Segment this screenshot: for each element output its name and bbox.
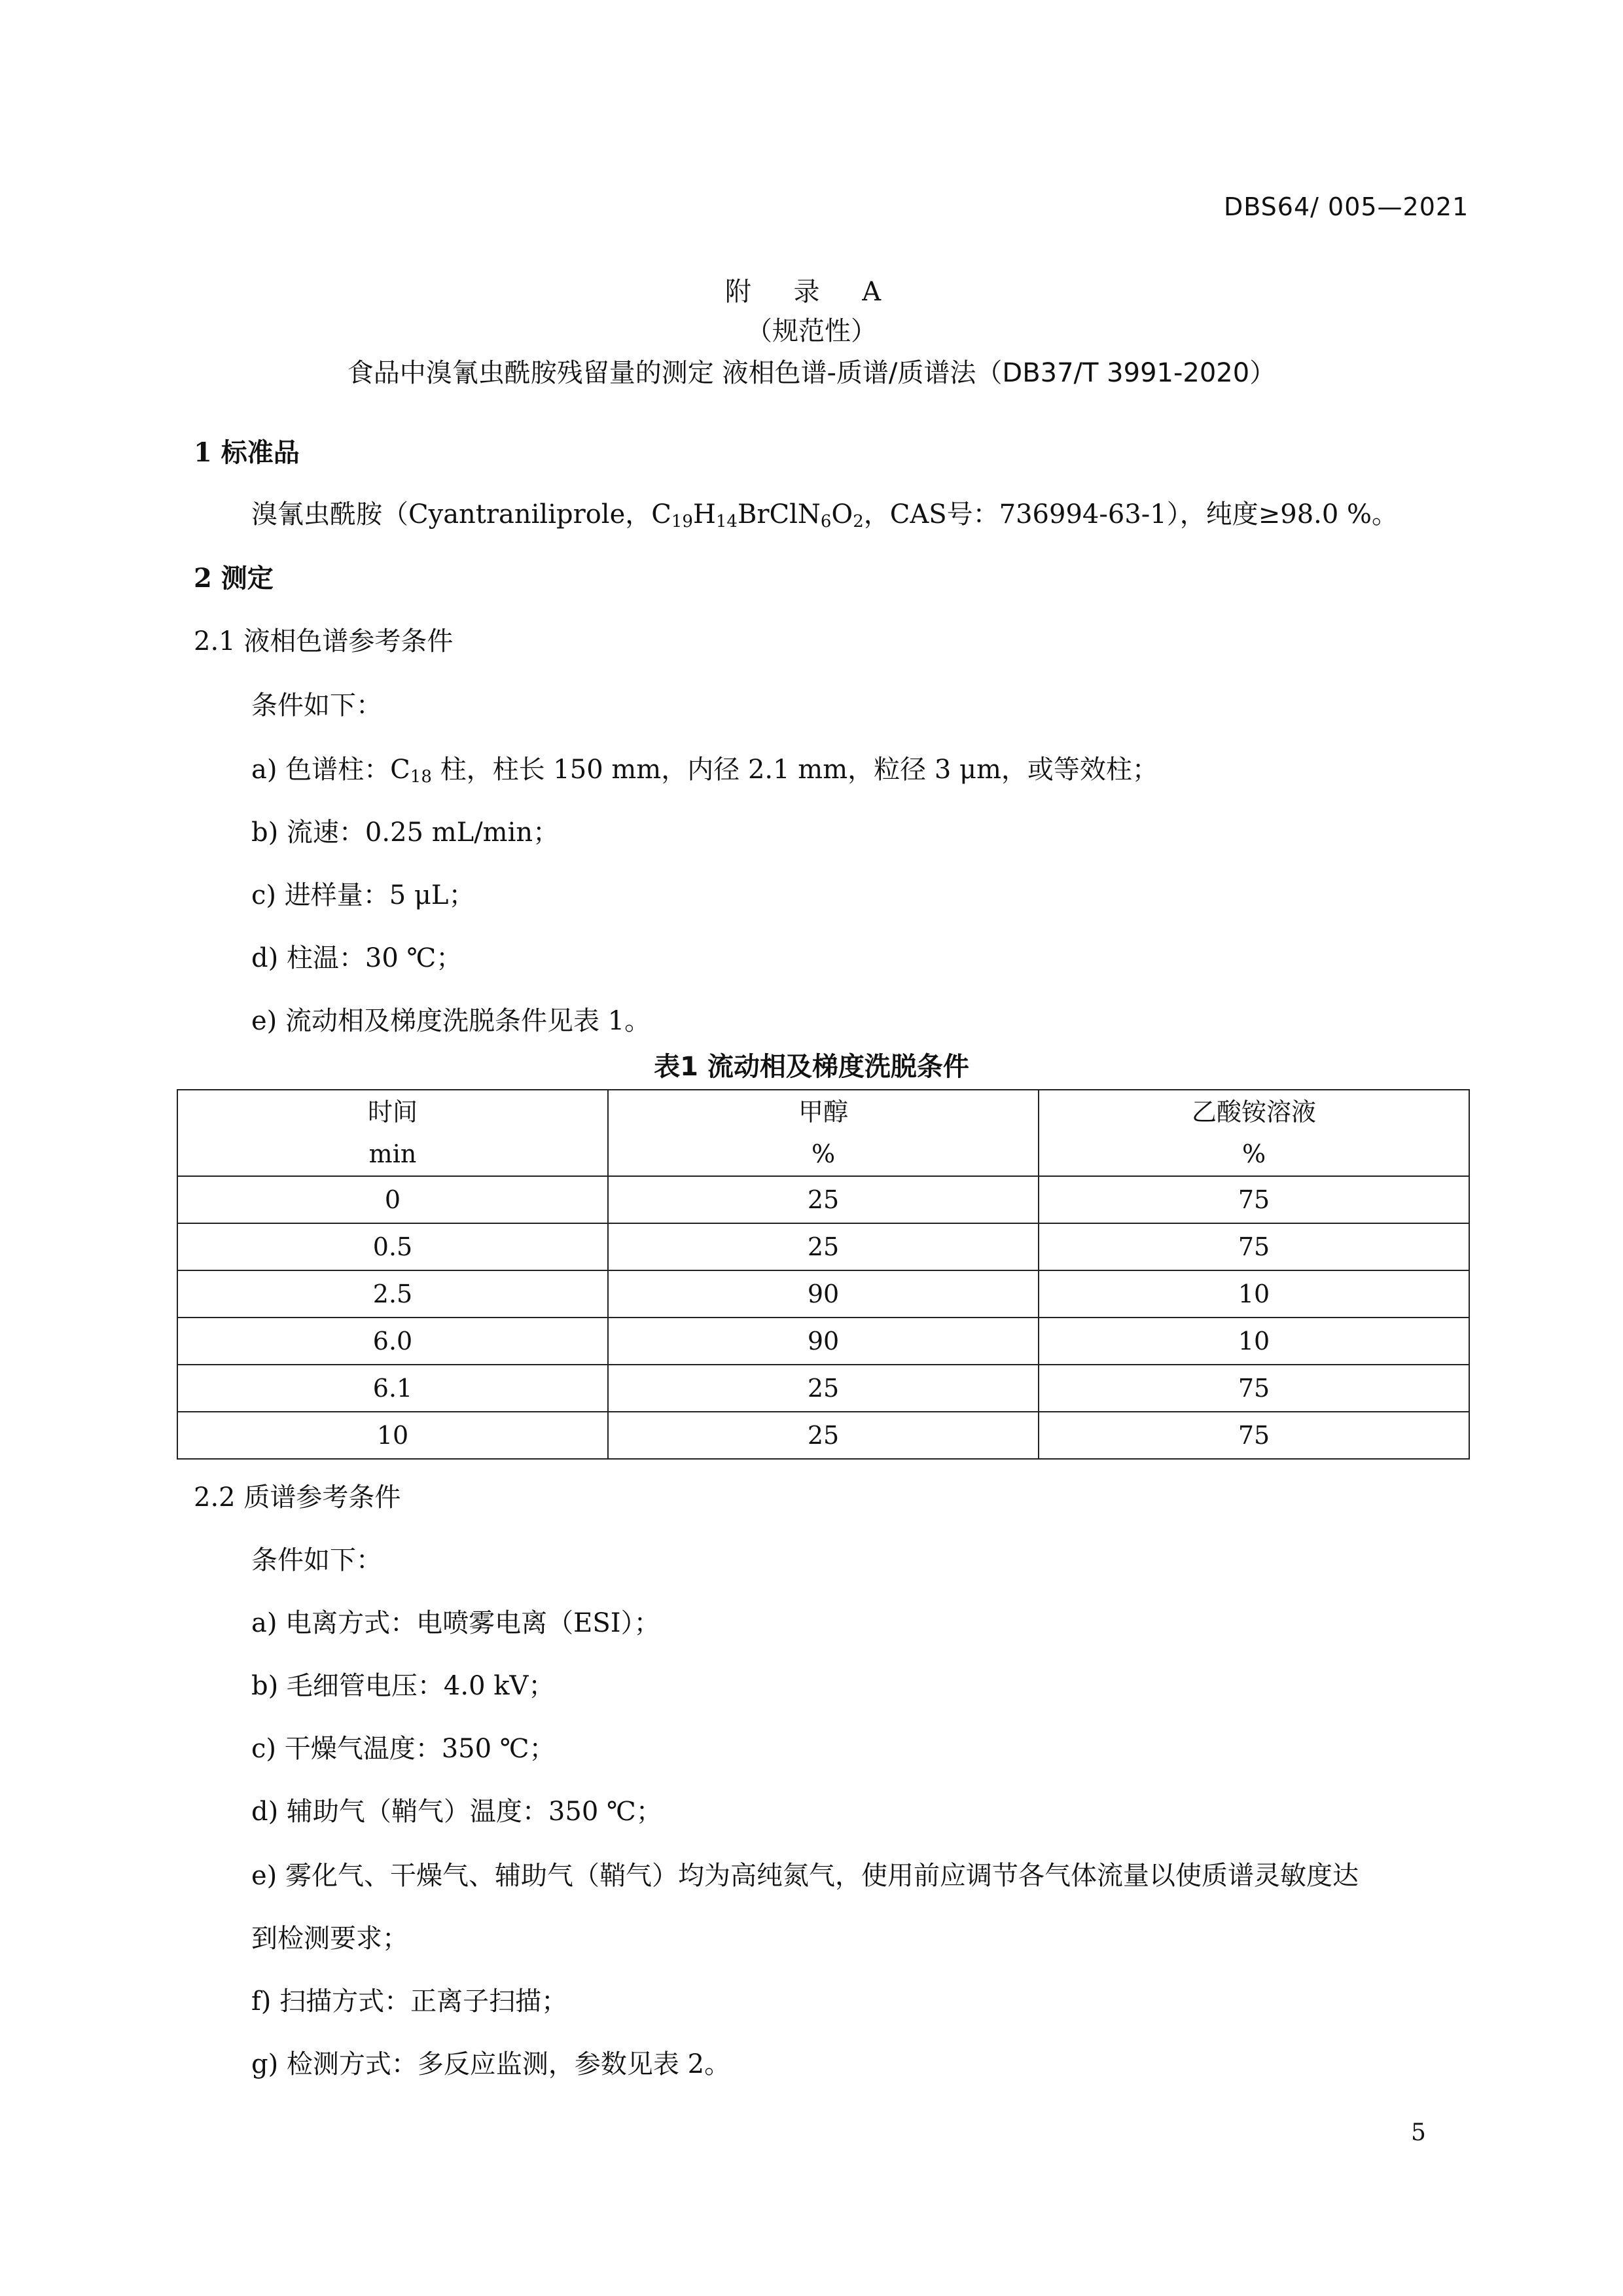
lc-item-c: c) 进样量：5 μL； — [251, 880, 475, 910]
table-cell: 10 — [177, 1412, 608, 1459]
page-number: 5 — [1411, 2119, 1426, 2146]
lc-item-b: b) 流速：0.25 mL/min； — [251, 817, 560, 848]
section-2-2-heading: 2.2 质谱参考条件 — [194, 1482, 401, 1513]
table-cell: 75 — [1039, 1176, 1469, 1223]
section-2-1-heading: 2.1 液相色谱参考条件 — [194, 626, 454, 656]
table-cell: 75 — [1039, 1223, 1469, 1270]
appendix-normative-label: （规范性） — [746, 316, 877, 346]
standard-code: DBS64/ 005—2021 — [1224, 192, 1469, 221]
table-cell: 2.5 — [177, 1270, 608, 1318]
ms-item-f: f) 扫描方式：正离子扫描； — [251, 1986, 568, 2017]
ms-item-b: b) 毛细管电压：4.0 kV； — [251, 1671, 555, 1701]
table-row — [177, 1365, 1469, 1412]
table-row — [177, 1176, 1469, 1223]
column-header-methanol: 甲醇 % — [608, 1090, 1039, 1176]
standard-substance-text: 溴氰虫酰胺（Cyantraniliprole，$C_{19}H_{14}BrClN_6O_2$，CAS号：736994-63-1），纯度≥98.0 %。 — [251, 499, 1399, 531]
table-cell: 0.5 — [177, 1223, 608, 1270]
table-1-caption: 表1 流动相及梯度洗脱条件 — [654, 1052, 969, 1082]
appendix-title: 附 录 A — [724, 277, 899, 307]
table-cell: 10 — [1039, 1270, 1469, 1318]
table-row — [177, 1270, 1469, 1318]
lc-item-d: d) 柱温：30 ℃； — [251, 943, 463, 973]
table-cell: 25 — [608, 1365, 1039, 1412]
ms-item-e-line2: 到检测要求； — [251, 1924, 408, 1954]
table-row — [177, 1318, 1469, 1365]
table-cell: 6.0 — [177, 1318, 608, 1365]
gradient-elution-table — [177, 1089, 1470, 1460]
table-cell: 25 — [608, 1176, 1039, 1223]
ms-item-c: c) 干燥气温度：350 ℃； — [251, 1734, 556, 1764]
lc-item-e: e) 流动相及梯度洗脱条件见表 1。 — [251, 1006, 651, 1036]
table-cell: 25 — [608, 1412, 1039, 1459]
table-cell: 25 — [608, 1223, 1039, 1270]
table-cell: 6.1 — [177, 1365, 608, 1412]
column-header-ammonium-acetate: 乙酸铵溶液 % — [1039, 1090, 1469, 1176]
appendix-name: 食品中溴氰虫酰胺残留量的测定 液相色谱-质谱/质谱法（DB37/T 3991-2020） — [347, 358, 1276, 388]
table-cell: 75 — [1039, 1412, 1469, 1459]
table-cell: 75 — [1039, 1365, 1469, 1412]
column-header-time: 时间 min — [177, 1090, 608, 1176]
lc-item-a: a) 色谱柱：$C_{18}$ 柱，柱长 150 mm，内径 2.1 mm，粒径 3 μm，或等效柱； — [251, 755, 1158, 787]
table-cell: 90 — [608, 1270, 1039, 1318]
ms-item-g: g) 检测方式：多反应监测，参数见表 2。 — [251, 2049, 731, 2079]
ms-item-a: a) 电离方式：电喷雾电离（ESI）； — [251, 1608, 660, 1638]
section-2-heading: 2 测定 — [194, 563, 274, 594]
ms-intro: 条件如下： — [251, 1545, 382, 1575]
lc-intro: 条件如下： — [251, 691, 382, 721]
table-cell: 10 — [1039, 1318, 1469, 1365]
section-1-heading: 1 标准品 — [194, 437, 300, 468]
ms-item-e-line1: e) 雾化气、干燥气、辅助气（鞘气）均为高纯氮气，使用前应调节各气体流量以使质谱灵敏度达 — [251, 1861, 1359, 1891]
ms-item-d: d) 辅助气（鞘气）温度：350 ℃； — [251, 1797, 662, 1827]
table-row — [177, 1412, 1469, 1459]
table-cell: 0 — [177, 1176, 608, 1223]
table-header-row — [177, 1090, 1469, 1176]
table-row — [177, 1223, 1469, 1270]
table-cell: 90 — [608, 1318, 1039, 1365]
